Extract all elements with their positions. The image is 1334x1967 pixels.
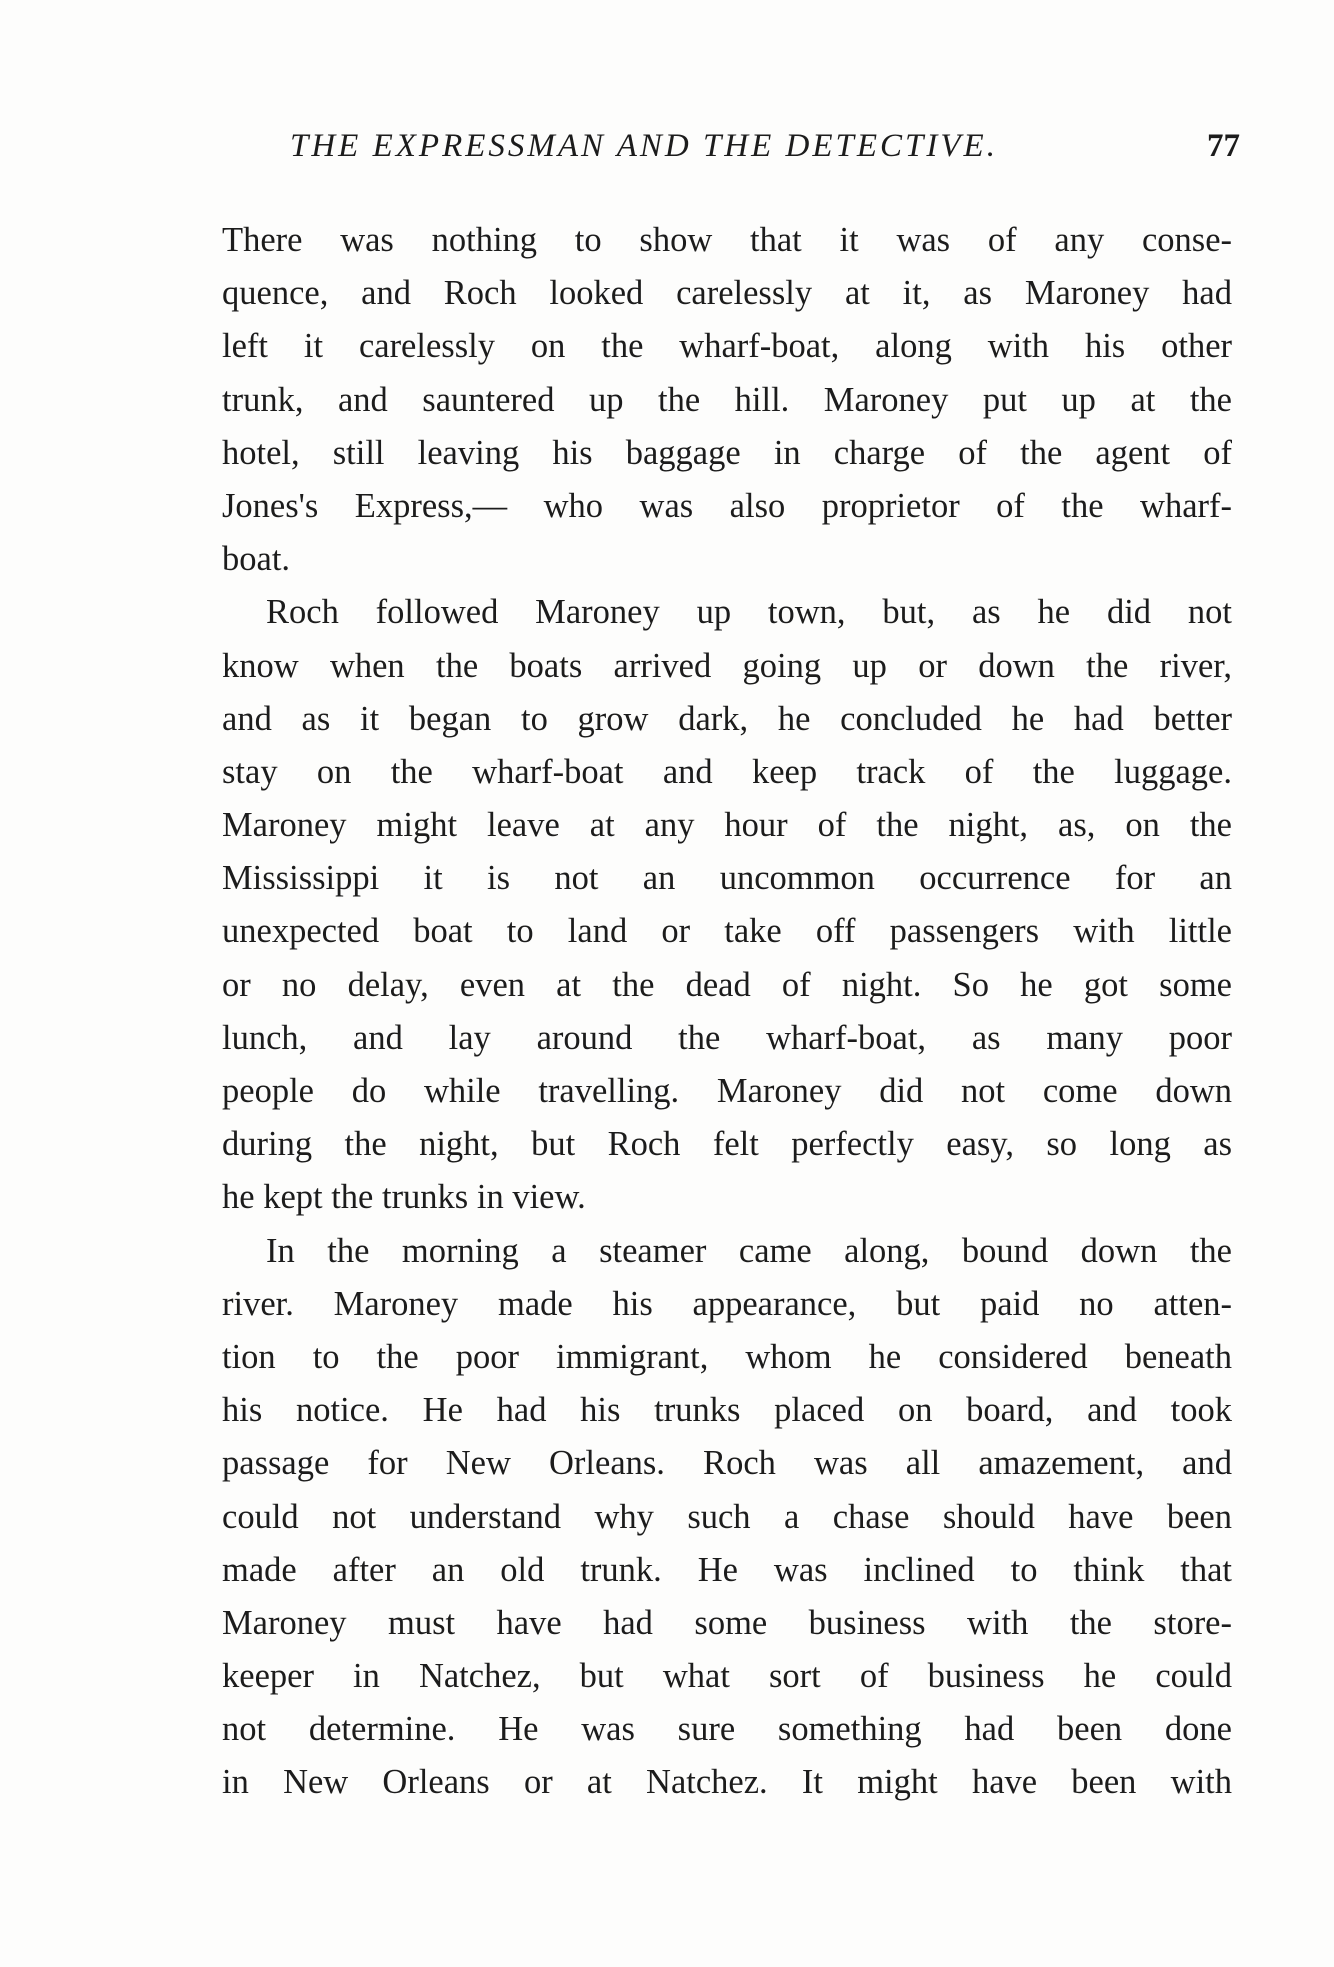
text-line: unexpected boat to land or take off passengers with little [222, 912, 1232, 951]
text-line: quence, and Roch looked carelessly at it, as Maroney had [222, 274, 1232, 313]
text-line: boat. [222, 540, 291, 579]
text-line: made after an old trunk. He was inclined to think that [222, 1550, 1232, 1589]
body-text [222, 214, 1232, 1810]
text-line: Jones's Express,— who was also proprietor of the wharf- [222, 486, 1232, 525]
text-line: and as it began to grow dark, he concluded he had better [222, 699, 1232, 738]
paragraph-3 [222, 1225, 1232, 1810]
paragraph-1 [222, 214, 1232, 586]
paragraph-2 [222, 586, 1232, 1224]
text-line: could not understand why such a chase should have been [222, 1497, 1232, 1536]
text-line: There was nothing to show that it was of any conse- [222, 221, 1232, 259]
text-line: tion to the poor immigrant, whom he considered beneath [222, 1337, 1232, 1376]
text-line: Roch followed Maroney up town, but, as he did not [266, 593, 1232, 632]
text-line: know when the boats arrived going up or down the river, [222, 646, 1232, 685]
text-line: trunk, and sauntered up the hill. Maroney put up at the [222, 380, 1232, 419]
text-line: Maroney might leave at any hour of the night, as, on the [222, 806, 1232, 845]
running-head [290, 128, 1240, 176]
text-line: his notice. He had his trunks placed on board, and took [222, 1391, 1232, 1430]
text-line: during the night, but Roch felt perfectly easy, so long as [222, 1125, 1232, 1164]
page-number: 77 [1207, 128, 1240, 164]
text-line: In the morning a steamer came along, bound down the [266, 1231, 1232, 1270]
text-line: lunch, and lay around the wharf-boat, as many poor [222, 1018, 1232, 1057]
text-line: not determine. He was sure something had been done [222, 1710, 1232, 1749]
running-title: THE EXPRESSMAN AND THE DETECTIVE. [290, 128, 998, 164]
text-line: hotel, still leaving his baggage in charge of the agent of [222, 433, 1232, 472]
text-line: he kept the trunks in view. [222, 1178, 586, 1217]
text-line: Maroney must have had some business with the store- [222, 1603, 1232, 1642]
text-line: stay on the wharf-boat and keep track of the luggage. [222, 752, 1232, 791]
text-line: people do while travelling. Maroney did not come down [222, 1072, 1232, 1110]
text-line: river. Maroney made his appearance, but paid no atten- [222, 1284, 1232, 1323]
text-line: in New Orleans or at Natchez. It might have been with [222, 1763, 1232, 1802]
text-line: passage for New Orleans. Roch was all amazement, and [222, 1444, 1232, 1483]
text-line: Mississippi it is not an uncommon occurrence for an [222, 859, 1232, 898]
text-line: or no delay, even at the dead of night. So he got some [222, 965, 1232, 1004]
text-line: keeper in Natchez, but what sort of business he could [222, 1657, 1232, 1696]
text-line: left it carelessly on the wharf-boat, along with his other [222, 327, 1232, 366]
